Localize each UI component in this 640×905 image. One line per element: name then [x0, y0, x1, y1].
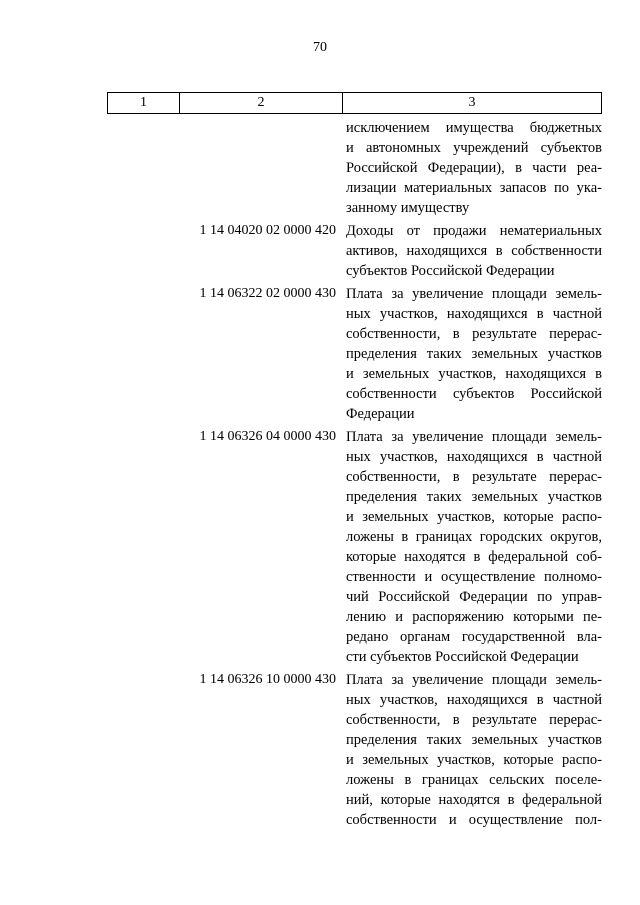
revenue-description: [342, 670, 602, 830]
description-line: ных участков, находящихся в частной: [346, 692, 602, 708]
description-line: пределения таких земельных участков: [346, 732, 602, 748]
description-line: ложены в границах городских округов,: [346, 529, 602, 545]
description-line: сти субъектов Российской Федерации: [346, 649, 579, 665]
description-line: Плата за увеличение площади земель-: [346, 672, 602, 688]
description-line: чий Российской Федерации по управ-: [346, 589, 602, 605]
page-number: 70: [313, 40, 327, 55]
description-line: ложены в границах сельских поселе-: [346, 772, 602, 788]
description-line: редано органам государственной вла-: [346, 629, 602, 645]
table-header: [107, 92, 602, 114]
description-line: лизации материальных запасов по ука-: [346, 180, 602, 196]
description-line: пределения таких земельных участков: [346, 489, 602, 505]
table-row: [107, 670, 602, 830]
description-line: собственности, в результате перерас-: [346, 469, 602, 485]
description-line: ных участков, находящихся в частной: [346, 306, 602, 322]
table-row: [107, 427, 602, 667]
description-line: Плата за увеличение площади земель-: [346, 429, 602, 445]
description-line: собственности субъектов Российской: [346, 386, 602, 402]
budget-code: 1 14 04020 02 0000 420: [199, 223, 336, 238]
description-line: и земельных участков, которые распо-: [346, 509, 602, 525]
description-line: Российской Федерации), в части реа-: [346, 160, 602, 176]
table-row: [107, 284, 602, 424]
description-line: собственности, в результате перерас-: [346, 712, 602, 728]
description-line: ственности и осуществление полномо-: [346, 569, 602, 585]
budget-code: 1 14 06326 10 0000 430: [199, 672, 336, 687]
description-line: и земельных участков, находящихся в: [346, 366, 602, 382]
column-header-2: 2: [180, 93, 343, 113]
budget-code: 1 14 06322 02 0000 430: [199, 286, 336, 301]
description-line: Доходы от продажи нематериальных: [346, 223, 602, 239]
description-line: собственности и осуществление пол-: [346, 812, 602, 828]
description-line: Федерации: [346, 406, 415, 422]
revenue-description: [342, 118, 602, 218]
description-line: лению и распоряжению которыми пе-: [346, 609, 602, 625]
description-line: собственности, в результате перерас-: [346, 326, 602, 342]
description-line: занному имуществу: [346, 200, 470, 216]
description-line: Плата за увеличение площади земель-: [346, 286, 602, 302]
revenue-description: [342, 427, 602, 667]
column-header-3: 3: [468, 95, 476, 110]
description-line: ных участков, находящихся в частной: [346, 449, 602, 465]
description-line: и земельных участков, которые распо-: [346, 752, 602, 768]
table-row: [107, 221, 602, 281]
description-line: и автономных учреждений субъектов: [346, 140, 602, 156]
table-row: [107, 118, 602, 218]
description-line: субъектов Российской Федерации: [346, 263, 555, 279]
description-line: которые находятся в федеральной соб-: [346, 549, 602, 565]
table-body: [107, 118, 602, 833]
budget-code: 1 14 06326 04 0000 430: [199, 429, 336, 444]
revenue-description: [342, 284, 602, 424]
column-header-1: 1: [108, 93, 180, 113]
description-line: пределения таких земельных участков: [346, 346, 602, 362]
revenue-description: [342, 221, 602, 281]
description-line: исключением имущества бюджетных: [346, 120, 602, 136]
description-line: ний, которые находятся в федеральной: [346, 792, 602, 808]
description-line: активов, находящихся в собственности: [346, 243, 602, 259]
